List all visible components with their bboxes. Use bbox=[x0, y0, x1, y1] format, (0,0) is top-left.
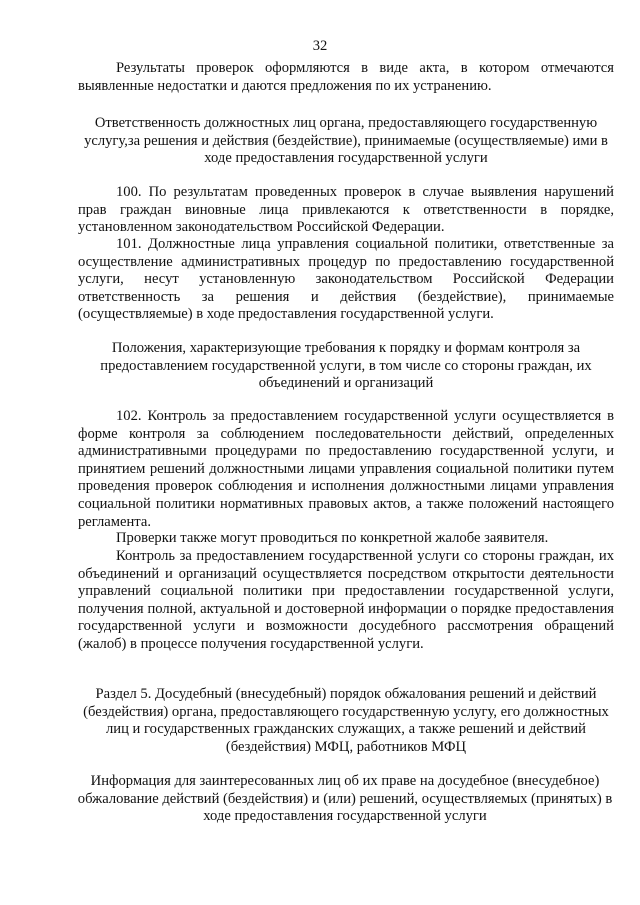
paragraph-control-citizens: Контроль за предоставлением государственной услуги со стороны граждан, их объединений и организаций осуществляется посредством открытости деятельности управлений социальной политики при предоставлении государственной услуги, получения полной, актуальной и достоверной информации о порядке предоставления государственной услуги и возможности досудебного рассмотрения обращений (жалоб) в процессе получения государственной услуги. bbox=[78, 548, 614, 652]
paragraph-101: 101. Должностные лица управления социальной политики, ответственные за осуществление административных процедур по предоставлению государственной услуги, несут установленную законодательством Российской Федерации ответственность за решения и действия (бездействие), принимаемые (осуществляемые) в ходе предоставления государственной услуги. bbox=[78, 236, 614, 323]
paragraph-100: 100. По результатам проведенных проверок в случае выявления нарушений прав граждан виновные лица привлекаются к ответственности в порядке, установленном законодательством Российской Федерации. bbox=[78, 184, 614, 236]
heading-section-5: Раздел 5. Досудебный (внесудебный) порядок обжалования решений и действий (бездействия) органа, предоставляющего государственную услугу, его должностных лиц и государственных гражданских служащих, а также решений и действий (бездействия) МФЦ, работников МФЦ bbox=[83, 686, 609, 755]
paragraph-102: 102. Контроль за предоставлением государственной услуги осуществляется в форме контроля за соблюдением последовательности действий, определенных административными процедурами по предоставлению государственной услуги, и принятием решений должностными лицами управления социальной политики путем проведения проверок соблюдения и исполнения должностными лицами управления социальной политики нормативных правовых актов, а также положений настоящего регламента. bbox=[78, 408, 614, 530]
page-number: 32 bbox=[312, 38, 328, 54]
heading-responsibility: Ответственность должностных лиц органа, предоставляющего государственную услугу,за решения и действия (бездействие), принимаемые (осуществляемые) ими в ходе предоставления государственной услуги bbox=[84, 115, 608, 167]
paragraph-checks: Проверки также могут проводиться по конкретной жалобе заявителя. bbox=[116, 530, 549, 546]
paragraph-results: Результаты проверок оформляются в виде акта, в котором отмечаются выявленные недостатки и даются предложения по их устранению. bbox=[78, 60, 614, 94]
heading-provisions: Положения, характеризующие требования к порядку и формам контроля за предоставлением государственной услуги, в том числе со стороны граждан, их объединений и организаций bbox=[100, 340, 592, 392]
heading-info: Информация для заинтересованных лиц об их праве на досудебное (внесудебное) обжалование действий (бездействия) и (или) решений, осуществляемых (принятых) в ходе предоставления государственной услуги bbox=[77, 773, 613, 825]
